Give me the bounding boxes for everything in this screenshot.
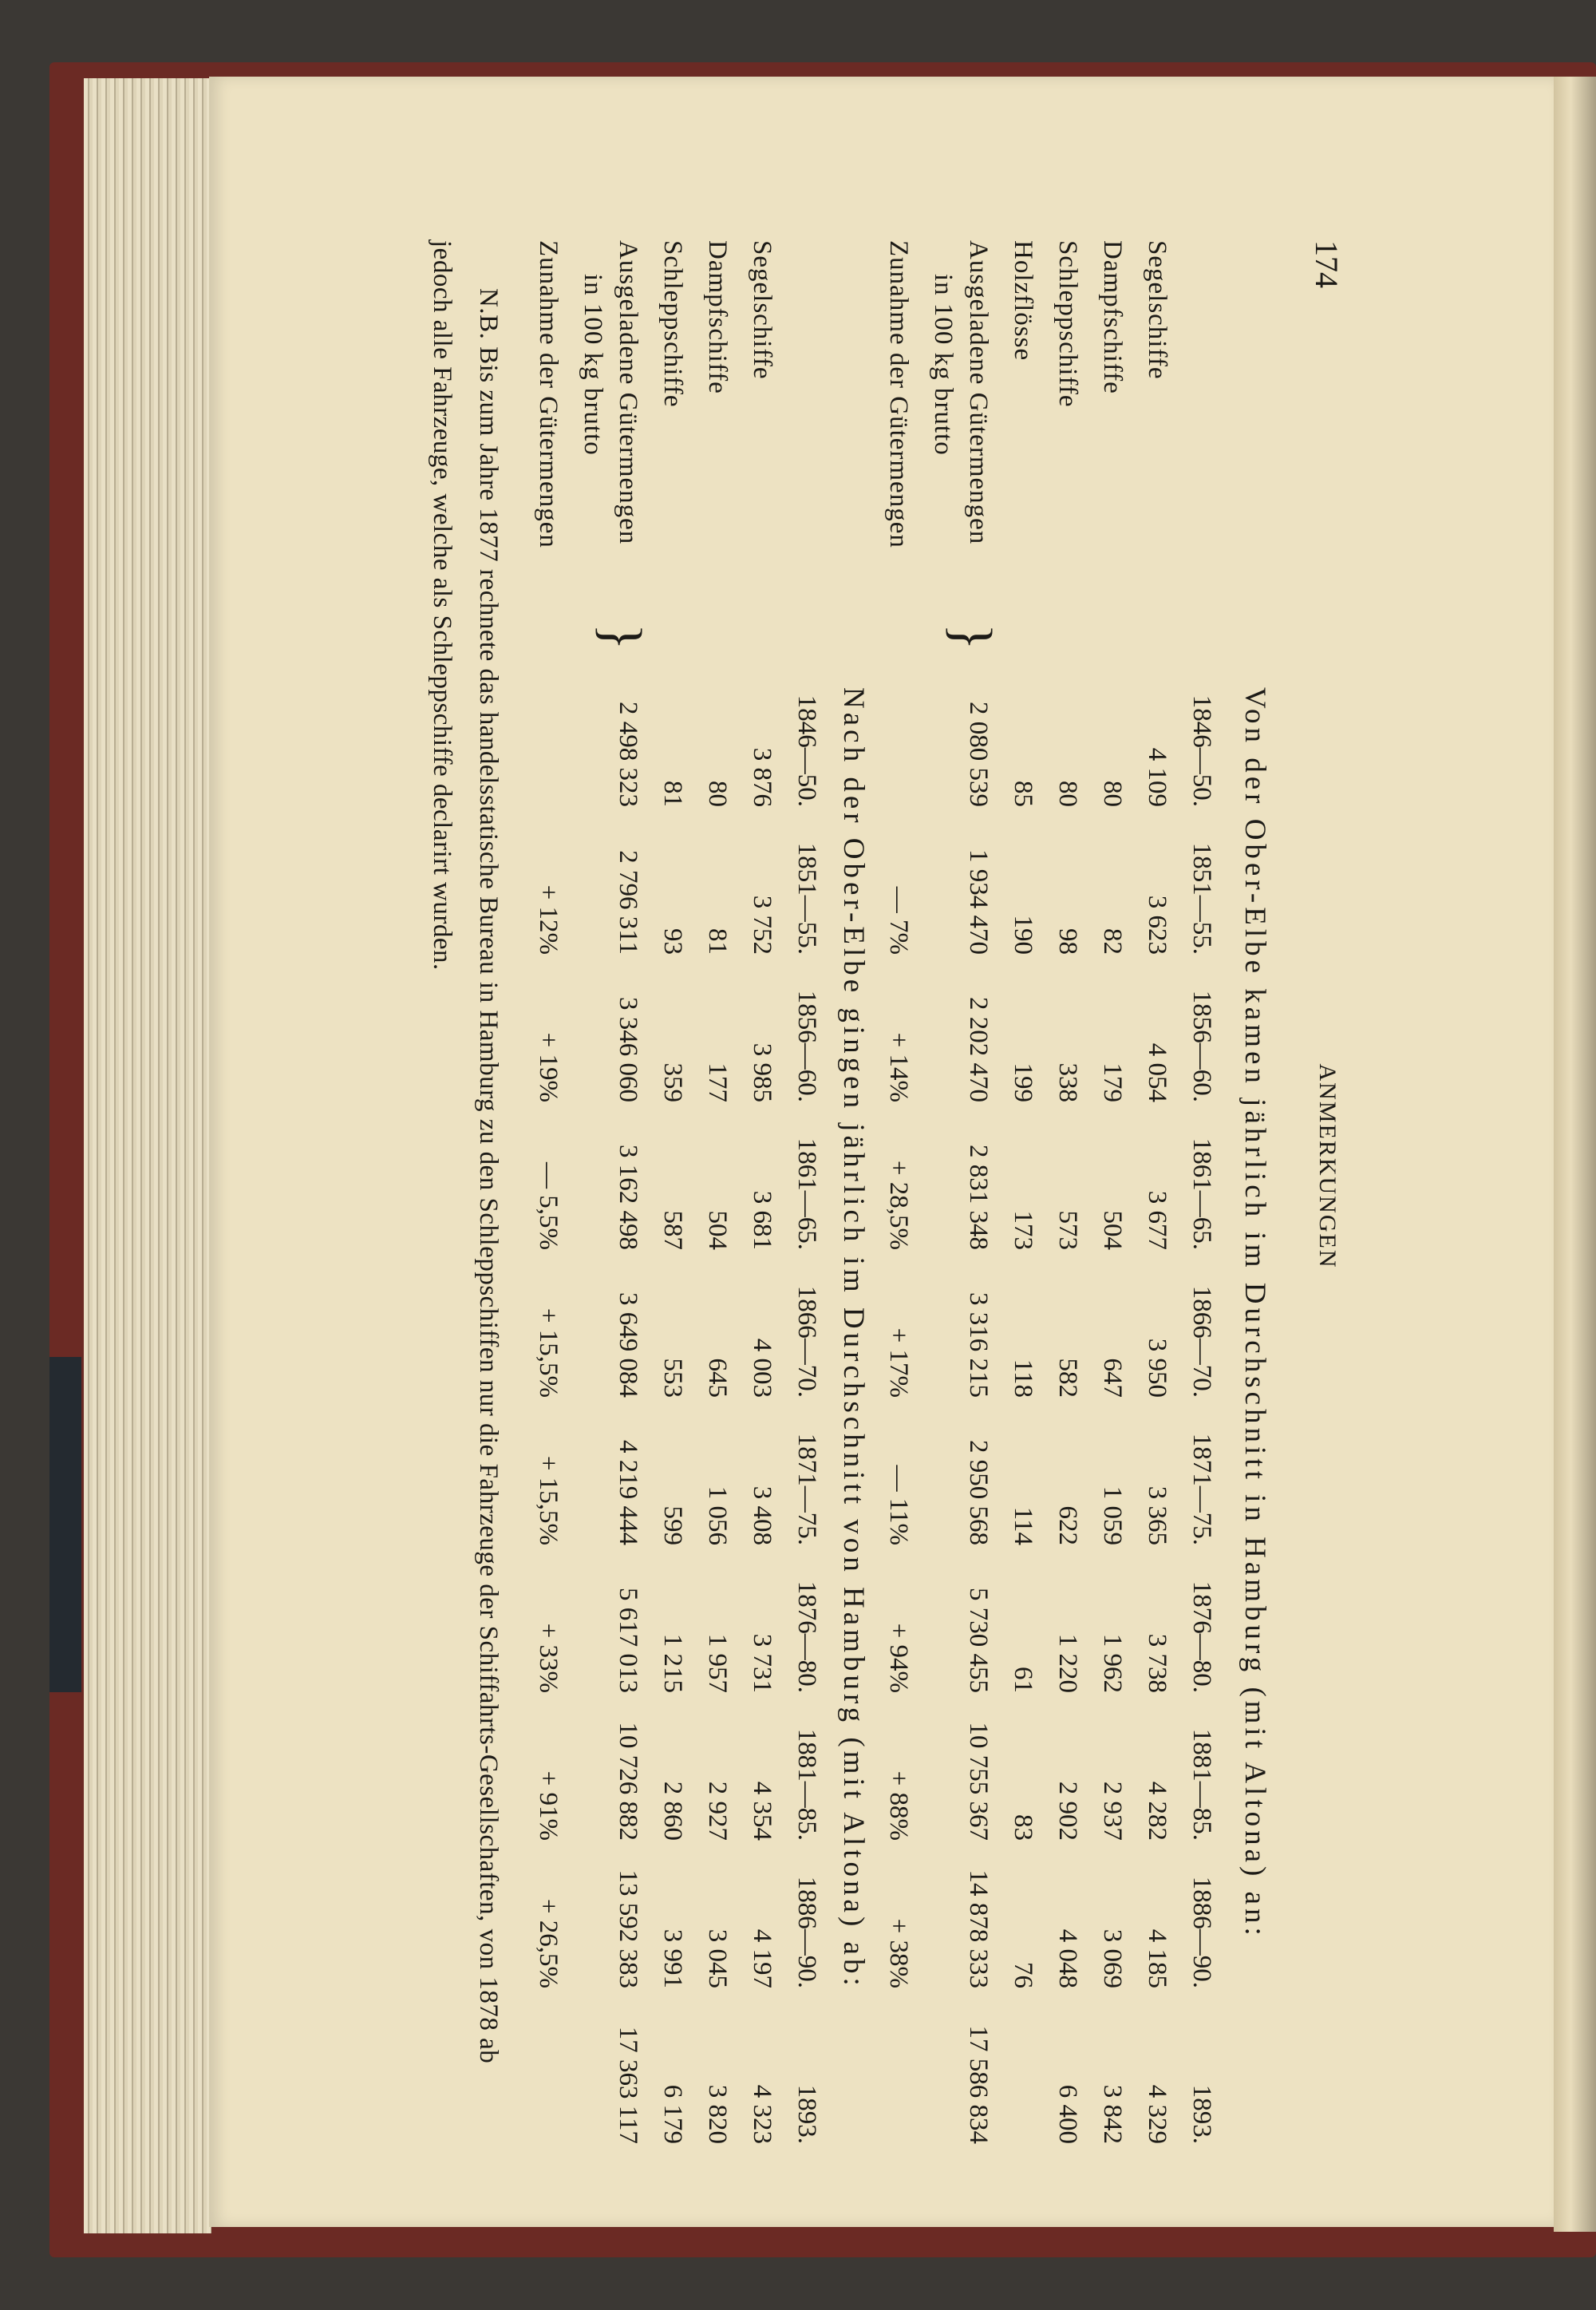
table-cell: 2 950 568: [964, 1440, 993, 1545]
table-cell: 3 069: [1098, 1928, 1127, 1988]
page-number: 174: [1309, 240, 1345, 288]
table-row: [740, 240, 776, 2156]
table-row: [876, 240, 913, 2156]
period-cell: 1881—85.: [792, 1728, 821, 1841]
table-cell: 573: [1053, 1210, 1082, 1250]
row-label: Ausgeladene Gütermengen: [614, 240, 642, 545]
table-cell: 3 820: [703, 2084, 732, 2144]
period-cell: 1851—55.: [1187, 842, 1216, 955]
table-cell: 5 730 455: [964, 1588, 993, 1693]
table-cell: 3 731: [748, 1633, 776, 1693]
table-cell: 4 048: [1053, 1928, 1082, 1988]
table-cell: 3 876: [748, 747, 776, 807]
row-label: Segelschiffe: [748, 240, 776, 380]
page-edges: [84, 78, 211, 2233]
table-row: [929, 240, 1002, 2156]
table-cell: 504: [703, 1210, 732, 1250]
table-cell: 2 080 539: [964, 702, 993, 807]
period-cell: 1866—70.: [1187, 1285, 1216, 1398]
row-label: Schleppschiffe: [658, 240, 687, 408]
running-head: ANMERKUNGEN: [1314, 1063, 1341, 1269]
table-row: [650, 240, 687, 2156]
period-cell: 1893.: [792, 2084, 821, 2144]
table-cell: 3 408: [748, 1485, 776, 1545]
table-cell: 3 842: [1098, 2084, 1127, 2144]
period-cell: 1861—65.: [792, 1137, 821, 1250]
row-label-unit: in 100 kg brutto: [579, 274, 607, 456]
period-header-row: [1179, 240, 1216, 2156]
table-cell: + 19%: [534, 1032, 563, 1102]
row-label: Zunahme der Gütermengen: [534, 240, 563, 548]
table-cell: — 11%: [884, 1465, 913, 1545]
table-cell: 3 950: [1143, 1338, 1171, 1398]
period-cell: 1851—55.: [792, 842, 821, 955]
table-cell: 3 316 215: [964, 1292, 993, 1398]
facing-page-edge: [1554, 77, 1596, 2232]
period-cell: 1893.: [1187, 2084, 1216, 2144]
table-cell: 4 323: [748, 2084, 776, 2144]
period-cell: 1886—90.: [792, 1876, 821, 1988]
table-cell: 338: [1053, 1062, 1082, 1102]
period-cell: 1846—50.: [1187, 694, 1216, 807]
table-cell: 82: [1098, 928, 1127, 955]
table-cell: 1 962: [1098, 1633, 1127, 1693]
table-cell: 6 179: [658, 2084, 687, 2144]
brace: }: [591, 623, 652, 651]
row-label: Dampfschiffe: [703, 240, 732, 394]
cover-wear: [49, 1357, 81, 1692]
period-cell: 1856—60.: [1187, 990, 1216, 1102]
table-cell: 17 586 834: [964, 2025, 993, 2144]
table-cell: — 5,5%: [534, 1162, 563, 1250]
table-cell: 13 592 383: [614, 1869, 642, 1988]
table-cell: 587: [658, 1210, 687, 1250]
table-row: [1135, 240, 1171, 2156]
table-cell: 4 219 444: [614, 1440, 642, 1545]
period-cell: 1886—90.: [1187, 1876, 1216, 1988]
table-cell: 5 617 013: [614, 1588, 642, 1693]
table-cell: + 26,5%: [534, 1898, 563, 1988]
table-cell: + 91%: [534, 1770, 563, 1841]
table-cell: 4 354: [748, 1781, 776, 1841]
table-cell: 80: [1098, 781, 1127, 807]
table-cell: 2 927: [703, 1781, 732, 1841]
table-cell: 14 878 333: [964, 1869, 993, 1988]
section-title: Von der Ober-Elbe kamen jährlich im Durchschnitt in Hamburg (mit Altona) an:: [1238, 687, 1271, 1940]
table-cell: 114: [1009, 1506, 1037, 1545]
table-cell: 1 934 470: [964, 849, 993, 955]
row-label: Segelschiffe: [1143, 240, 1171, 380]
table-cell: 1 056: [703, 1485, 732, 1545]
table-cell: 81: [658, 781, 687, 807]
table-cell: 2 202 470: [964, 997, 993, 1102]
table-cell: 3 985: [748, 1042, 776, 1102]
table-cell: 3 346 060: [614, 997, 642, 1102]
table-row: [579, 240, 652, 2156]
period-cell: 1856—60.: [792, 990, 821, 1102]
period-header-row: [784, 240, 821, 2156]
table-cell: 1 220: [1053, 1633, 1082, 1693]
table-row: [526, 240, 563, 2156]
table-cell: 582: [1053, 1358, 1082, 1398]
table-cell: 177: [703, 1062, 732, 1102]
footnote: N.B. Bis zum Jahre 1877 rechnete das handelsstatische Bureau in Hamburg zu den Schleppschiffen nur die Fahrzeuge der Schiffahrts-Gesellschaften, von 1878 ab jedoch alle Fahrzeuge, welche als Schleppschiffe declarirt wurden.: [428, 240, 503, 2064]
table-cell: 10 755 367: [964, 1722, 993, 1841]
table-cell: 17 363 117: [614, 2026, 642, 2144]
table-cell: 4 185: [1143, 1928, 1171, 1988]
table-row: [1045, 240, 1082, 2156]
table-cell: 2 902: [1053, 1781, 1082, 1841]
table-cell: 4 329: [1143, 2084, 1171, 2144]
table-cell: 645: [703, 1358, 732, 1398]
row-label-unit: in 100 kg brutto: [929, 274, 958, 456]
table-cell: + 28,5%: [884, 1160, 913, 1250]
table-cell: 2 498 323: [614, 702, 642, 807]
table-cell: + 17%: [884, 1327, 913, 1398]
table-cell: 1 215: [658, 1633, 687, 1693]
table-cell: 3 738: [1143, 1633, 1171, 1693]
table-cell: 98: [1053, 928, 1082, 955]
table-cell: 3 752: [748, 895, 776, 955]
table-cell: 80: [1053, 781, 1082, 807]
table-cell: 2 937: [1098, 1781, 1127, 1841]
table-cell: 1 059: [1098, 1485, 1127, 1545]
table-cell: 3 649 084: [614, 1292, 642, 1398]
table-cell: 173: [1009, 1210, 1037, 1250]
period-cell: 1876—80.: [1187, 1580, 1216, 1693]
row-label: Dampfschiffe: [1098, 240, 1127, 394]
table-cell: 2 831 348: [964, 1145, 993, 1250]
table-cell: + 15,5%: [534, 1455, 563, 1545]
table-cell: 4 054: [1143, 1042, 1171, 1102]
table-row: [695, 240, 732, 2156]
period-cell: 1876—80.: [792, 1580, 821, 1693]
table-cell: 4 282: [1143, 1781, 1171, 1841]
table-cell: + 33%: [534, 1623, 563, 1693]
table-cell: 80: [703, 781, 732, 807]
table-cell: 61: [1009, 1667, 1037, 1693]
brace: }: [941, 623, 1002, 651]
period-cell: 1871—75.: [792, 1433, 821, 1545]
table-cell: 1 957: [703, 1633, 732, 1693]
table-cell: 647: [1098, 1358, 1127, 1398]
table-cell: + 14%: [884, 1032, 913, 1102]
rotated-page-content: [428, 240, 1345, 2156]
table-cell: 3 677: [1143, 1190, 1171, 1250]
period-cell: 1866—70.: [792, 1285, 821, 1398]
table-cell: 179: [1098, 1062, 1127, 1102]
table-cell: 190: [1009, 915, 1037, 955]
table-cell: 3 365: [1143, 1485, 1171, 1545]
table-cell: + 12%: [534, 884, 563, 955]
table-cell: 118: [1009, 1359, 1037, 1398]
row-label: Zunahme der Gütermengen: [884, 240, 913, 548]
period-cell: 1861—65.: [1187, 1137, 1216, 1250]
row-label: Schleppschiffe: [1053, 240, 1082, 408]
table-cell: — 7%: [884, 886, 913, 955]
table-cell: + 15,5%: [534, 1307, 563, 1398]
row-label: Ausgeladene Gütermengen: [964, 240, 993, 545]
table-cell: + 88%: [884, 1770, 913, 1841]
table-cell: 3 991: [658, 1928, 687, 1988]
table-cell: 4 003: [748, 1338, 776, 1398]
table-cell: 4 197: [748, 1928, 776, 1988]
row-label: Holzflösse: [1009, 240, 1037, 362]
table-cell: 3 045: [703, 1928, 732, 1988]
table-cell: 3 681: [748, 1190, 776, 1250]
table-cell: + 38%: [884, 1918, 913, 1988]
table-row: [1001, 240, 1037, 2156]
table-cell: + 94%: [884, 1623, 913, 1693]
section-title: Nach der Ober-Elbe gingen jährlich im Durchschnitt von Hamburg (mit Altona) ab:: [837, 687, 870, 1990]
table-cell: 504: [1098, 1210, 1127, 1250]
table-cell: 6 400: [1053, 2084, 1082, 2144]
table-cell: 3 162 498: [614, 1145, 642, 1250]
period-cell: 1871—75.: [1187, 1433, 1216, 1545]
table-cell: 2 796 311: [614, 850, 642, 955]
table-cell: 83: [1009, 1814, 1037, 1841]
table-row: [1090, 240, 1127, 2156]
table-cell: 81: [703, 928, 732, 955]
table-cell: 599: [658, 1505, 687, 1545]
table-cell: 553: [658, 1358, 687, 1398]
table-cell: 93: [658, 928, 687, 955]
table-cell: 3 623: [1143, 895, 1171, 955]
page-header: [1298, 240, 1345, 2092]
table-cell: 10 726 882: [614, 1722, 642, 1841]
period-cell: 1881—85.: [1187, 1728, 1216, 1841]
table-cell: 2 860: [658, 1781, 687, 1841]
table-cell: 359: [658, 1062, 687, 1102]
table-cell: 622: [1053, 1505, 1082, 1545]
table-cell: 76: [1009, 1962, 1037, 1988]
table-cell: 199: [1009, 1062, 1037, 1102]
period-cell: 1846—50.: [792, 694, 821, 807]
table-cell: 85: [1009, 781, 1037, 807]
table-cell: 4 109: [1143, 747, 1171, 807]
